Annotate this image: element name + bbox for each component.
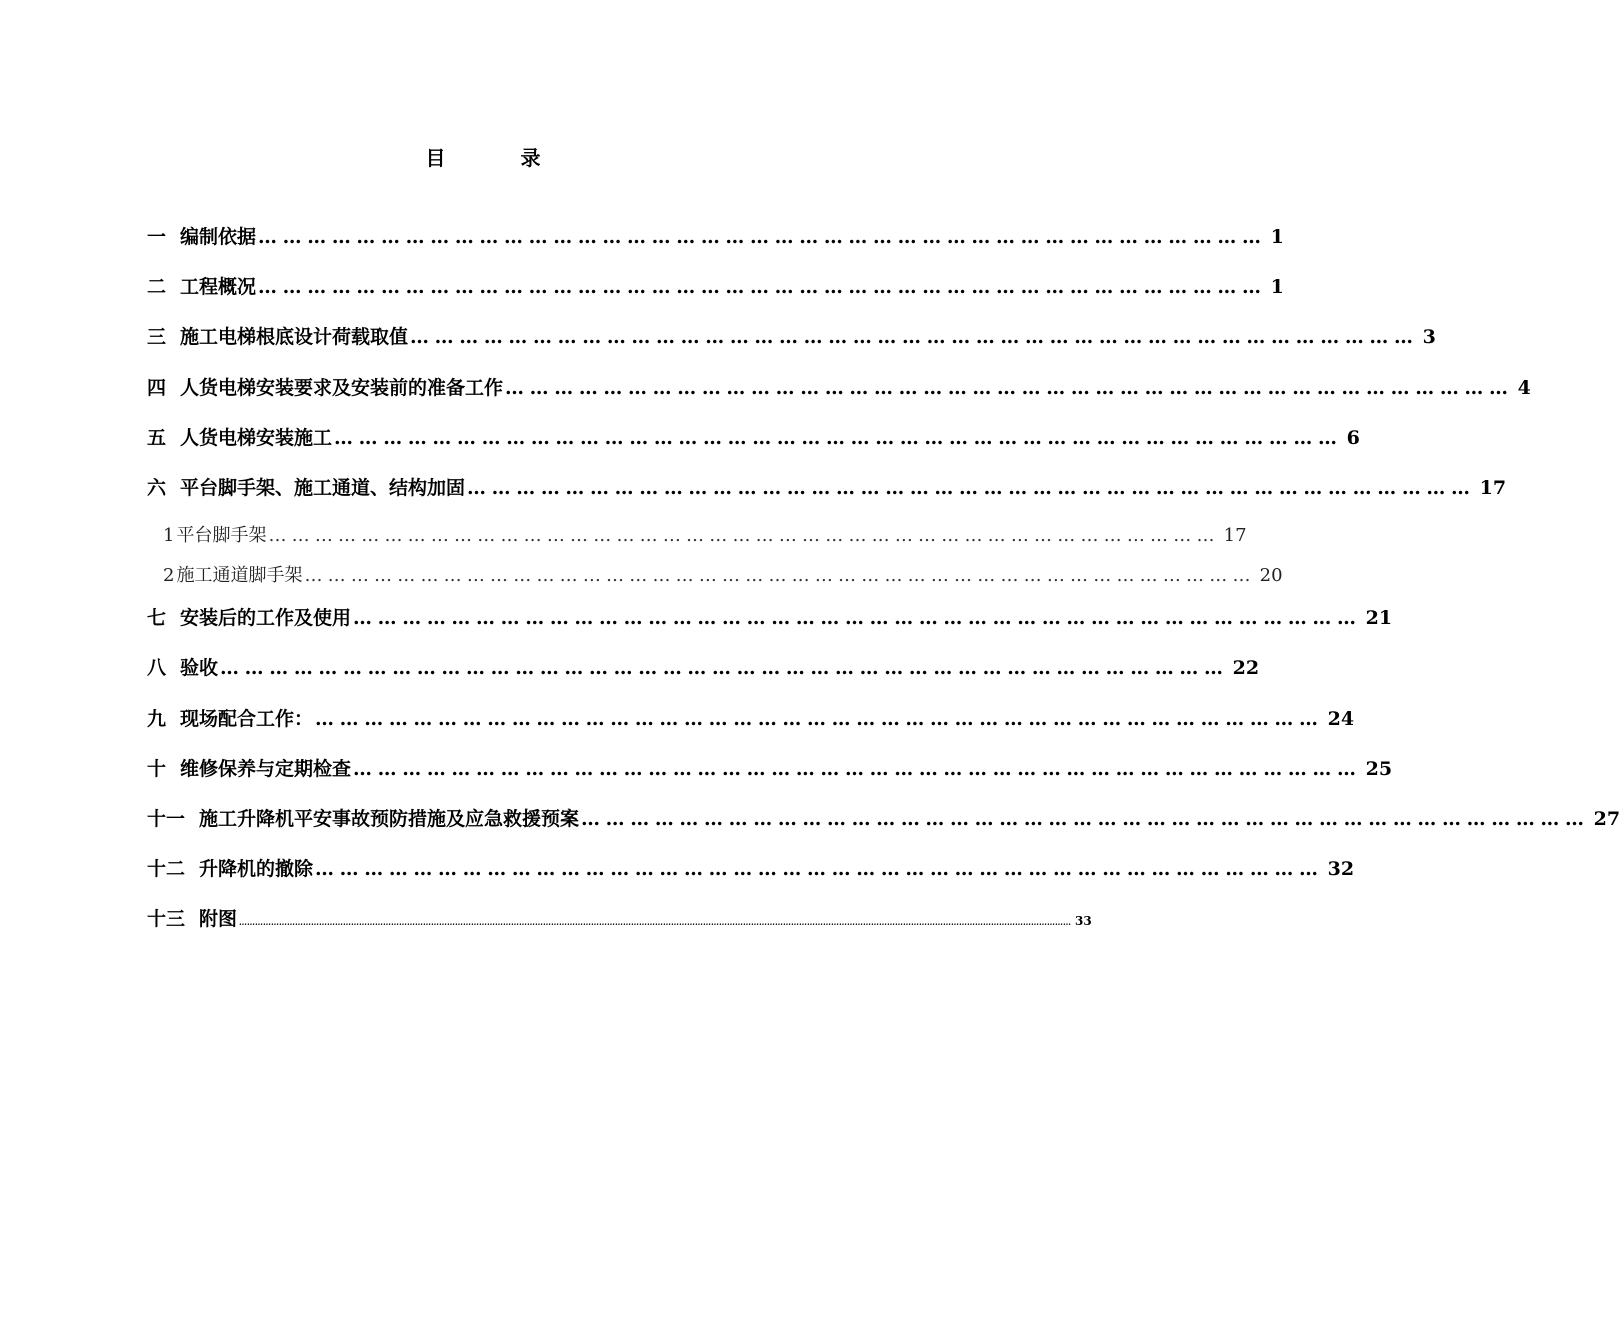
toc-entry-page: 22 xyxy=(1232,657,1260,680)
dot-leader: …………………………………………………………………………………………………………… xyxy=(304,565,1256,587)
dot-leader: …………………………………………………………………………………………………………… xyxy=(505,376,1514,399)
toc-entry-1[interactable] xyxy=(147,222,1284,272)
dot-leader: …………………………………………………………………………………………………………………………………………………………………………………………………………………………………………………………………………………… xyxy=(239,917,1072,928)
toc-entry-number: 六 xyxy=(147,476,167,499)
toc-entry-page: 1 xyxy=(1270,276,1284,299)
toc-entry-5[interactable] xyxy=(147,423,1360,473)
toc-entry-number: 五 xyxy=(147,426,167,449)
toc-entry-number: 十 xyxy=(147,757,167,780)
dot-leader: …………………………………………………………………………………………………………… xyxy=(353,757,1362,780)
toc-entry-page: 17 xyxy=(1223,525,1247,547)
toc-entry-title: 人货电梯安装要求及安装前的准备工作 xyxy=(180,376,504,399)
toc-entry-page: 24 xyxy=(1327,707,1355,730)
toc-entry-number: 2 xyxy=(163,565,175,587)
dot-leader: …………………………………………………………………………………………………………… xyxy=(467,476,1476,499)
toc-entry-3[interactable] xyxy=(147,322,1436,372)
toc-entry-9[interactable] xyxy=(147,704,1355,754)
toc-entry-2[interactable] xyxy=(147,272,1284,322)
toc-entry-title: 现场配合工作： xyxy=(180,707,314,730)
toc-subentry-1[interactable] xyxy=(147,521,1247,561)
toc-entry-13[interactable] xyxy=(147,904,1092,954)
toc-entry-title: 维修保养与定期检查 xyxy=(180,757,352,780)
toc-entry-7[interactable] xyxy=(147,603,1393,653)
toc-entry-12[interactable] xyxy=(147,854,1355,904)
toc-entry-number: 十一 xyxy=(147,807,186,830)
dot-leader: …………………………………………………………………………………………………………… xyxy=(258,226,1267,248)
toc-entry-title: 验收 xyxy=(180,657,219,680)
toc-entry-title: 附图 xyxy=(199,908,238,931)
toc-entry-title: 施工电梯根底设计荷载取值 xyxy=(180,326,409,349)
dot-leader: …………………………………………………………………………………………………………… xyxy=(334,426,1343,449)
dot-leader: …………………………………………………………………………………………………………… xyxy=(220,657,1229,680)
toc-entry-page: 17 xyxy=(1479,476,1507,499)
toc-entry-8[interactable] xyxy=(147,653,1260,703)
dot-leader: …………………………………………………………………………………………………………… xyxy=(315,858,1324,881)
toc-entry-title: 平台脚手架、施工通道、结构加固 xyxy=(180,476,466,499)
dot-leader: …………………………………………………………………………………………………………… xyxy=(353,607,1362,630)
toc-entry-number: 十三 xyxy=(147,908,186,931)
dot-leader: …………………………………………………………………………………………………………… xyxy=(581,807,1590,830)
dot-leader: …………………………………………………………………………………………………………… xyxy=(258,276,1267,299)
toc-entry-page: 27 xyxy=(1593,807,1620,830)
toc-entry-title: 施工通道脚手架 xyxy=(176,565,303,587)
toc-entry-title: 平台脚手架 xyxy=(176,525,267,547)
toc-entry-page: 20 xyxy=(1259,565,1283,587)
toc-entry-title: 安装后的工作及使用 xyxy=(180,607,352,630)
toc-entry-10[interactable] xyxy=(147,754,1393,804)
page-title: 目 录 xyxy=(425,146,575,170)
toc-entry-6[interactable] xyxy=(147,473,1507,523)
dot-leader: …………………………………………………………………………………………………………… xyxy=(268,525,1220,547)
toc-entry-11[interactable] xyxy=(147,804,1620,854)
toc-entry-4[interactable] xyxy=(147,373,1531,423)
toc-entry-number: 三 xyxy=(147,326,167,349)
toc-entry-title: 人货电梯安装施工 xyxy=(180,426,333,449)
toc-entry-number: 八 xyxy=(147,657,167,680)
toc-entry-number: 十二 xyxy=(147,858,186,881)
toc-entry-title: 施工升降机平安事故预防措施及应急救援预案 xyxy=(199,807,580,830)
toc-entry-page: 25 xyxy=(1365,757,1393,780)
toc-entry-page: 32 xyxy=(1327,858,1355,881)
toc-entry-page: 6 xyxy=(1346,426,1360,449)
toc-entry-number: 一 xyxy=(147,226,167,248)
toc-entry-number: 二 xyxy=(147,276,167,299)
toc-entry-number: 四 xyxy=(147,376,167,399)
dot-leader: …………………………………………………………………………………………………………… xyxy=(315,707,1324,730)
toc-entry-number: 九 xyxy=(147,707,167,730)
toc-entry-page: 3 xyxy=(1422,326,1436,349)
toc-subentry-2[interactable] xyxy=(147,561,1283,601)
toc-entry-page: 33 xyxy=(1075,914,1092,929)
toc-entry-title: 编制依据 xyxy=(180,226,257,248)
toc-entry-title: 升降机的撤除 xyxy=(199,858,314,881)
toc-entry-title: 工程概况 xyxy=(180,276,257,299)
toc-entry-page: 4 xyxy=(1517,376,1531,399)
toc-entry-number: 七 xyxy=(147,607,167,630)
toc-entry-page: 21 xyxy=(1365,607,1393,630)
table-of-contents xyxy=(147,222,1620,954)
toc-entry-page: 1 xyxy=(1270,226,1284,248)
dot-leader: …………………………………………………………………………………………………………… xyxy=(410,326,1419,349)
toc-entry-number: 1 xyxy=(163,525,175,547)
